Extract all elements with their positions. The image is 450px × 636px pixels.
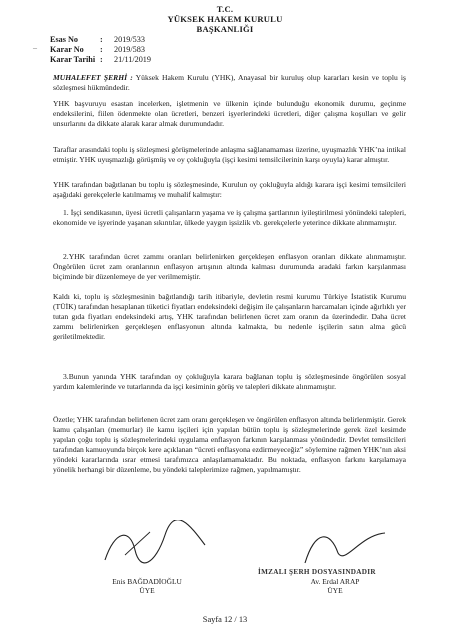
- paragraph-3: [53, 145, 406, 165]
- paragraph-text: Taraflar arasındaki toplu iş sözleşmesi görüşmelerinde anlaşma sağlanamaması üzerine, uyuşmazlık YHK’na intikal etmiştir. YHK uyuşmazlığı görüşmüş ve oy çokluğuyla (işçi kesimi temsilcilerinin karşı oyuyla) karar almıştır.: [53, 145, 406, 165]
- meta-row-tarih: Karar Tarihi : 21/11/2019: [50, 55, 151, 64]
- header-institution: YÜKSEK HAKEM KURULU: [167, 14, 283, 24]
- meta-value: 21/11/2019: [114, 55, 151, 64]
- paragraph-text: YHK tarafından bağıtlanan bu toplu iş sözleşmesinde, Kurulun oy çokluğuyla aldığı karara işçi kesimi temsilcileri aşağıdaki gerekçelerle katılmamış ve muhalif kalmıştır:: [53, 180, 406, 200]
- signatory-role: ÜYE: [327, 586, 343, 595]
- paragraph-text: 2.YHK tarafından ücret zammı oranları belirlenirken gerçekleşen enflasyon oranları dikkate alınmamıştır. Öngörülen ücret zam oranlarının enflasyon artışının altında kalması durumunda aradaki farkın karşılanması biçiminde bir düzenlemeye de yer verilmemiştir.: [53, 252, 406, 282]
- signatory-name: Enis BAĞDADİOĞLU: [112, 577, 182, 586]
- signature-left: [102, 577, 192, 595]
- paragraph-1: [53, 73, 406, 93]
- header-tc: T.C.: [216, 4, 234, 14]
- paragraph-4: [53, 180, 406, 200]
- meta-label: Karar Tarihi: [50, 55, 96, 64]
- meta-value: 2019/533: [114, 35, 145, 44]
- meta-label: Karar No: [50, 45, 84, 54]
- paragraph-6: [53, 252, 406, 282]
- paragraph-5: [53, 208, 406, 228]
- paragraph-text: Yüksek Hakem Kurulu (YHK), Anayasal bir kuruluş olup kararları kesin ve toplu iş sözleşmesi hükmündedir.: [53, 73, 406, 93]
- margin-mark: –: [33, 43, 37, 52]
- meta-value: 2019/583: [114, 45, 145, 54]
- header-presidency: BAŞKANLIĞI: [196, 24, 254, 34]
- paragraph-text: 3.Bunun yanında YHK tarafından oy çokluğuyla karara bağlanan toplu iş sözleşmesinde öngörülen sosyal yardım kalemlerinde ve tutarlarında da işçi kesiminin görüş ve talepleri dikkate alınmamıştır.: [53, 372, 406, 392]
- paragraph-7: [53, 292, 406, 342]
- signature-scribble-left: [95, 520, 215, 570]
- page-number: Sayfa 12 / 13: [202, 615, 248, 624]
- paragraph-text: Kaldı ki, toplu iş sözleşmesinin bağıtlandığı tarih itibariyle, devletin resmi kurumu Türkiye İstatistik Kurumu (TÜİK) tarafından hesaplanan tüketici fiyatları endeksindeki değişim ile çalışanların harcamaları içinde ağırlıklı yer tutan gıda fiyatları endeksindeki artış, YHK tarafından belirlenen ücret zam oranın da üzerindedir. Daha ücret zammı belirlenirken gerçekleşen enflasyonun altında kalmakta, bu nedenle işçilerin satın alma gücü geriletilmektedir.: [53, 292, 406, 342]
- paragraph-2: [53, 99, 406, 129]
- signed-copy-stamp: İMZALI ŞERH DOSYASINDADIR: [258, 568, 376, 576]
- signatory-name: Av. Erdal ARAP: [310, 577, 360, 586]
- paragraph-text: Özetle; YHK tarafından belirlenen ücret zam oranı gerçekleşen ve öngörülen enflasyon altında belirlenmiştir. Gerek kamu çalışanları (memurlar) ile kamu işçileri için yapılan bütün toplu iş sözleşmelerinde gerek özel kesimde yapılan çoğu toplu iş sözleşmelerindeki uygulama enflasyon farkının karşılanması yönündedir. Devlet temsilcileri tarafından kamuoyunda birçok kere açıklanan “ücreti enflasyona ezdirmeyeceğiz” söylemine rağmen YHK’nın aksi yöndeki kararlarında ısrar etmesi tarafımızca anlaşılamamaktadır. Bu noktada, enflasyon farkını karşılamaya yönelik herhangi bir düzenleme, bu yöndeki taleplerimize rağmen, yapılmamıştır.: [53, 415, 406, 475]
- signatory-role: ÜYE: [139, 586, 155, 595]
- meta-label: Esas No: [50, 35, 78, 44]
- paragraph-text: YHK başvuruyu esastan incelerken, işletmenin ve ülkenin içinde bulunduğu ekonomik durumu, geçinme endeksilerini, fiilen ödenmekte olan ücretleri, benzeri işyerlerindeki ücretleri, diğer çalışma koşulları ve gelir unsurlarını da dikkate alarak karar almak durumundadır.: [53, 99, 406, 129]
- paragraph-8: [53, 372, 406, 392]
- meta-row-esas: Esas No : 2019/533: [50, 35, 145, 44]
- paragraph-9: [53, 415, 406, 476]
- signature-scribble-right: [300, 525, 390, 570]
- meta-row-karar: Karar No : 2019/583: [50, 45, 145, 54]
- paragraph-text: 1. İşçi sendikasının, üyesi ücretli çalışanların yaşama ve iş çalışma şartlarının iyileştirilmesi yönündeki talepleri, ekonomide ve işyerinde yaşanan sıkıntılar, ülkede yaygın işsizlik vb. gerekçelerle yeterince dikkate alınmamıştır.: [53, 208, 406, 228]
- signature-right: [290, 577, 380, 595]
- dissent-heading: MUHALEFET ŞERHİ :: [53, 73, 133, 82]
